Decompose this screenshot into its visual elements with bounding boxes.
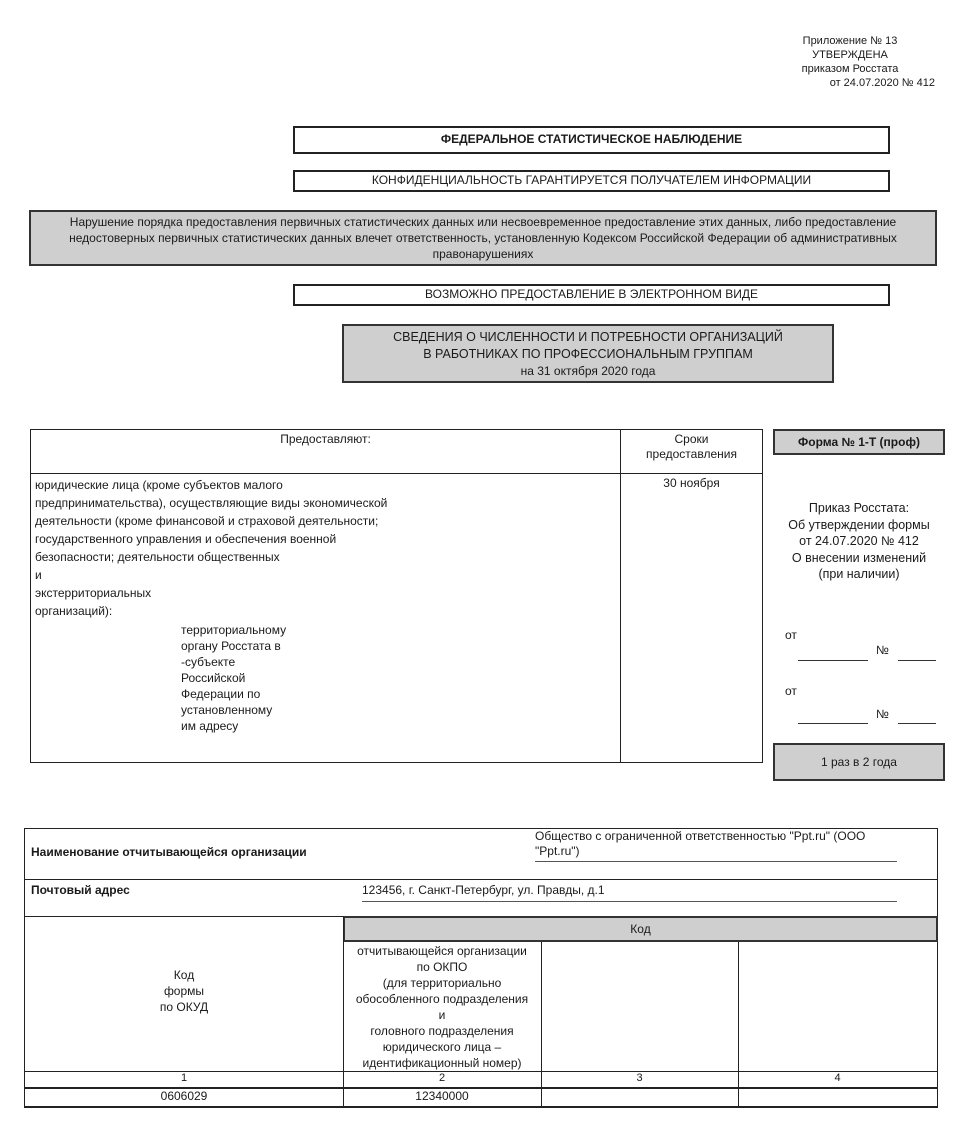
appendix-approved: УТВЕРЖДЕНА: [812, 49, 888, 61]
okpo-label-line-8: идентификационный номер): [362, 1056, 522, 1070]
respondents-line-1: юридические лица (кроме субъектов малого: [35, 478, 283, 492]
liability-warning: [29, 210, 937, 266]
address-underline: [362, 901, 897, 902]
okud-label-line-1: Код: [173, 968, 195, 982]
respondents-header: [31, 430, 621, 474]
respondents-line-6: и: [35, 568, 42, 582]
okpo-label-line-2: по ОКПО: [416, 960, 468, 974]
amend-from-label-1: от: [785, 628, 797, 642]
respondents-sub-line-6: установленному: [181, 703, 273, 717]
code-header: Код: [343, 916, 938, 942]
deadline-value: 30 ноября: [663, 476, 720, 490]
respondents-sub-line-7: им адресу: [181, 719, 239, 733]
deadline-header-line-2: предоставления: [646, 447, 737, 461]
amend-number-field-1[interactable]: [898, 660, 936, 661]
respondents-table: [30, 429, 763, 763]
order-line-1: Приказ Росстата:: [808, 501, 910, 515]
respondents-line-4: государственного управления и обеспечения военной: [35, 532, 337, 546]
respondents-cell: [31, 474, 621, 763]
appendix-number: Приложение № 13: [802, 35, 898, 47]
code-col3-value[interactable]: [541, 1089, 738, 1105]
okpo-label-line-7: юридического лица –: [382, 1040, 502, 1054]
respondents-sub-lines: [35, 622, 616, 734]
okpo-label: [343, 943, 541, 1071]
deadline-header-line-1: Сроки: [674, 432, 709, 446]
respondents-sub-line-2: органу Росстата в: [181, 639, 281, 653]
title-line-2: В РАБОТНИКАХ ПО ПРОФЕССИОНАЛЬНЫМ ГРУППАМ: [423, 347, 753, 361]
appendix-note: [735, 34, 935, 90]
amend-date-field-1[interactable]: [798, 660, 868, 661]
col-number-4: 4: [834, 1072, 841, 1084]
warning-line-2: недостоверных первичных статистических данных влечет ответственность, установленную Кодексом Российской Федерации об административных: [69, 231, 897, 245]
title-line-1: СВЕДЕНИЯ О ЧИСЛЕННОСТИ И ПОТРЕБНОСТИ ОРГАНИЗАЦИЙ: [393, 330, 783, 344]
respondents-sub-line-4: Российской: [181, 671, 246, 685]
deadline-cell: [621, 474, 763, 763]
order-line-5: (при наличии): [818, 567, 900, 581]
okud-label: [25, 967, 343, 1015]
title-date: на 31 октября 2020 года: [520, 364, 656, 378]
respondents-line-3: деятельности (кроме финансовой и страховой деятельности;: [35, 514, 379, 528]
respondents-sub-line-3: -субъекте: [181, 655, 236, 669]
org-name-label: Наименование отчитывающейся организации: [31, 845, 307, 859]
amend-date-field-2[interactable]: [798, 723, 868, 724]
order-line-3: от 24.07.2020 № 412: [799, 534, 919, 548]
respondents-sub-line-5: Федерации по: [181, 687, 261, 701]
order-info: [773, 500, 945, 583]
order-line-2: Об утверждении формы: [788, 517, 930, 532]
code-col4-value[interactable]: [738, 1089, 937, 1105]
organization-block: [24, 828, 938, 1108]
respondents-lines: [35, 476, 616, 620]
respondents-line-8: организаций):: [35, 604, 113, 618]
okud-label-line-3: по ОКУД: [159, 1000, 209, 1014]
org-name-value-line-1: Общество с ограниченной ответственностью "Ppt.ru" (ООО: [535, 829, 866, 843]
electronic-submission-header: ВОЗМОЖНО ПРЕДОСТАВЛЕНИЕ В ЭЛЕКТРОННОМ ВИДЕ: [293, 284, 890, 306]
respondents-line-7: экстерриториальных: [35, 586, 152, 600]
values-bottom-line: [25, 1106, 937, 1108]
respondents-sub-line-1: территориальному: [181, 623, 287, 637]
amend-number-label-2: №: [876, 707, 889, 721]
okpo-label-line-1: отчитывающейся организации: [357, 944, 527, 958]
org-name-value[interactable]: [535, 829, 915, 859]
okpo-label-line-4: обособленного подразделения: [355, 992, 529, 1006]
respondents-line-5: безопасности; деятельности общественных: [35, 550, 280, 564]
postal-address-value[interactable]: 123456, г. Санкт-Петербург, ул. Правды, д.1: [362, 883, 605, 897]
order-line-4: О внесении изменений: [791, 550, 927, 565]
okud-label-line-2: формы: [163, 984, 205, 998]
org-name-value-line-2: "Ppt.ru"): [535, 844, 580, 858]
postal-address-label: Почтовый адрес: [31, 883, 130, 897]
frequency-box: 1 раз в 2 года: [773, 743, 945, 781]
org-name-underline: [535, 861, 897, 862]
okpo-value[interactable]: 12340000: [415, 1089, 469, 1103]
deadline-header: [621, 430, 763, 474]
appendix-by-order: приказом Росстата: [801, 63, 899, 75]
amend-from-label-2: от: [785, 684, 797, 698]
amend-number-label-1: №: [876, 643, 889, 657]
form-number-label: Форма № 1-Т (проф): [773, 429, 945, 455]
okud-value[interactable]: 0606029: [160, 1089, 208, 1103]
warning-line-3: правонарушениях: [432, 247, 534, 261]
col-number-2: 2: [438, 1072, 446, 1084]
form-title: [342, 324, 834, 383]
respondents-header-label: Предоставляют:: [280, 432, 371, 446]
confidentiality-header: КОНФИДЕНЦИАЛЬНОСТЬ ГАРАНТИРУЕТСЯ ПОЛУЧАТЕЛЕМ ИНФОРМАЦИИ: [293, 170, 890, 192]
respondents-line-2: предпринимательства), осуществляющие виды экономической: [35, 496, 388, 510]
warning-line-1: Нарушение порядка предоставления первичных статистических данных или несвоевременное предоставление этих данных, либо предоставление: [69, 215, 897, 229]
okpo-label-line-5: и: [438, 1008, 446, 1022]
col-number-1: 1: [180, 1072, 188, 1084]
org-name-divider: [25, 879, 937, 880]
okpo-label-line-3: (для территориально: [382, 976, 502, 990]
col-number-3: 3: [636, 1072, 643, 1084]
amend-number-field-2[interactable]: [898, 723, 936, 724]
okpo-label-line-6: головного подразделения: [370, 1024, 514, 1038]
appendix-date: от 24.07.2020 № 412: [829, 77, 935, 89]
federal-observation-header: ФЕДЕРАЛЬНОЕ СТАТИСТИЧЕСКОЕ НАБЛЮДЕНИЕ: [293, 126, 890, 154]
